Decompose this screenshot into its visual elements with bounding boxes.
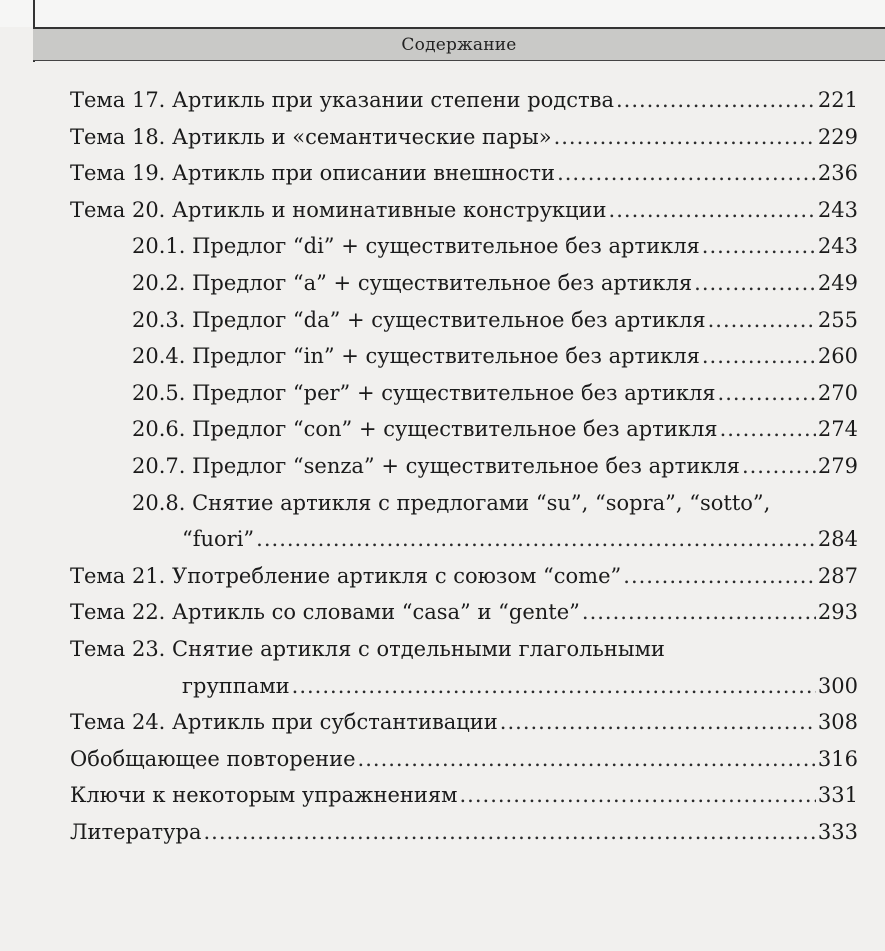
- toc-entry-20-1: [70, 228, 858, 265]
- leader-dots: [500, 704, 816, 741]
- toc-entry-label: Тема 22. Артикль со словами “casa” и “gente”: [70, 600, 580, 625]
- leader-dots: [292, 668, 816, 705]
- toc-entry-page: 236: [817, 161, 858, 186]
- toc-entry-18: [70, 119, 858, 156]
- leader-dots: [554, 119, 816, 156]
- leader-dots: [460, 777, 816, 814]
- toc-entry-label: Тема 17. Артикль при указании степени родства: [70, 88, 614, 112]
- toc-entry-page: 333: [817, 819, 858, 844]
- top-margin: [0, 0, 885, 27]
- leader-dots: [718, 375, 816, 412]
- toc-entry-label: Тема 18. Артикль и «семантические пары»: [70, 124, 552, 149]
- toc-entry-review: [70, 741, 858, 778]
- toc-entry-page: 308: [817, 710, 858, 735]
- toc-entry-label: 20.2. Предлог “a” + существительное без артикля: [132, 270, 693, 295]
- toc-entry-23: [70, 631, 858, 668]
- leader-dots: [582, 594, 816, 631]
- toc-entry-20-5: [70, 375, 858, 412]
- toc-entry-label: 20.4. Предлог “in” + существительное без артикля: [132, 344, 700, 369]
- toc-entry-20-6: [70, 411, 858, 448]
- toc-entry-label: Литература: [70, 819, 202, 844]
- leader-dots: [702, 338, 816, 375]
- toc-entry-label: Тема 24. Артикль при субстантивации: [70, 710, 498, 735]
- leader-dots: [256, 521, 816, 558]
- leader-dots: [742, 448, 816, 485]
- leader-dots: [694, 265, 816, 302]
- leader-dots: [702, 228, 816, 265]
- toc-entry-21: [70, 558, 858, 595]
- toc-entry-page: 284: [817, 527, 858, 552]
- toc-entry-20: [70, 192, 858, 229]
- toc-entry-label: 20.6. Предлог “con” + существительное без артикля: [132, 417, 718, 442]
- toc-entry-label: 20.3. Предлог “da” + существительное без артикля: [132, 307, 706, 332]
- toc-entry-label: “fuori”: [182, 527, 255, 552]
- toc-entry-page: 229: [817, 124, 858, 149]
- toc-entry-page: 260: [817, 344, 858, 369]
- toc-entry-page: 331: [817, 783, 858, 808]
- toc-entry-page: 300: [817, 673, 858, 698]
- toc-entry-page: 274: [817, 417, 858, 442]
- toc-entry-label: Обобщающее повторение: [70, 746, 356, 771]
- leader-dots: [708, 302, 816, 339]
- toc-entry-keys: [70, 777, 858, 814]
- leader-dots: [623, 558, 816, 595]
- toc-entry-19: [70, 155, 858, 192]
- toc-entry-label: 20.5. Предлог “per” + существительное без артикля: [132, 380, 716, 405]
- leader-dots: [616, 82, 816, 119]
- table-of-contents: [70, 82, 858, 850]
- toc-entry-20-4: [70, 338, 858, 375]
- leader-dots: [557, 155, 816, 192]
- toc-entry-20-7: [70, 448, 858, 485]
- toc-entry-24: [70, 704, 858, 741]
- leader-dots: [203, 814, 815, 851]
- toc-entry-page: 255: [817, 307, 858, 332]
- toc-entry-label: 20.1. Предлог “di” + существительное без артикля: [132, 234, 700, 259]
- toc-entry-literature: [70, 814, 858, 851]
- toc-entry-20-8-continued: [70, 521, 858, 558]
- running-header: [33, 27, 885, 61]
- toc-entry-label: Тема 19. Артикль при описании внешности: [70, 161, 556, 186]
- toc-entry-17: [70, 82, 858, 119]
- toc-entry-label: 20.7. Предлог “senza” + существительное без артикля: [132, 453, 740, 478]
- toc-entry-label: Тема 21. Употребление артикля с союзом “come”: [70, 563, 622, 588]
- header-title: Содержание: [401, 34, 517, 55]
- toc-entry-page: 243: [817, 234, 858, 259]
- toc-entry-20-2: [70, 265, 858, 302]
- toc-entry-page: 316: [817, 746, 858, 771]
- toc-entry-label: 20.8. Снятие артикля с предлогами “su”, “sopra”, “sotto”,: [132, 490, 771, 515]
- leader-dots: [609, 192, 816, 229]
- toc-entry-page: 287: [817, 563, 858, 588]
- toc-entry-20-3: [70, 302, 858, 339]
- toc-entry-label: группами: [182, 673, 290, 698]
- toc-entry-page: 221: [817, 88, 858, 112]
- toc-entry-label: Тема 23. Снятие артикля с отдельными глагольными: [70, 636, 665, 661]
- toc-entry-label: Ключи к некоторым упражнениям: [70, 783, 458, 808]
- toc-entry-page: 293: [817, 600, 858, 625]
- toc-entry-page: 249: [817, 270, 858, 295]
- toc-entry-page: 270: [817, 380, 858, 405]
- leader-dots: [720, 411, 816, 448]
- toc-entry-20-8: [70, 485, 858, 522]
- toc-entry-23-continued: [70, 668, 858, 705]
- toc-entry-page: 243: [817, 197, 858, 222]
- toc-entry-label: Тема 20. Артикль и номинативные конструкции: [70, 197, 607, 222]
- leader-dots: [358, 741, 816, 778]
- toc-entry-page: 279: [817, 453, 858, 478]
- toc-entry-22: [70, 594, 858, 631]
